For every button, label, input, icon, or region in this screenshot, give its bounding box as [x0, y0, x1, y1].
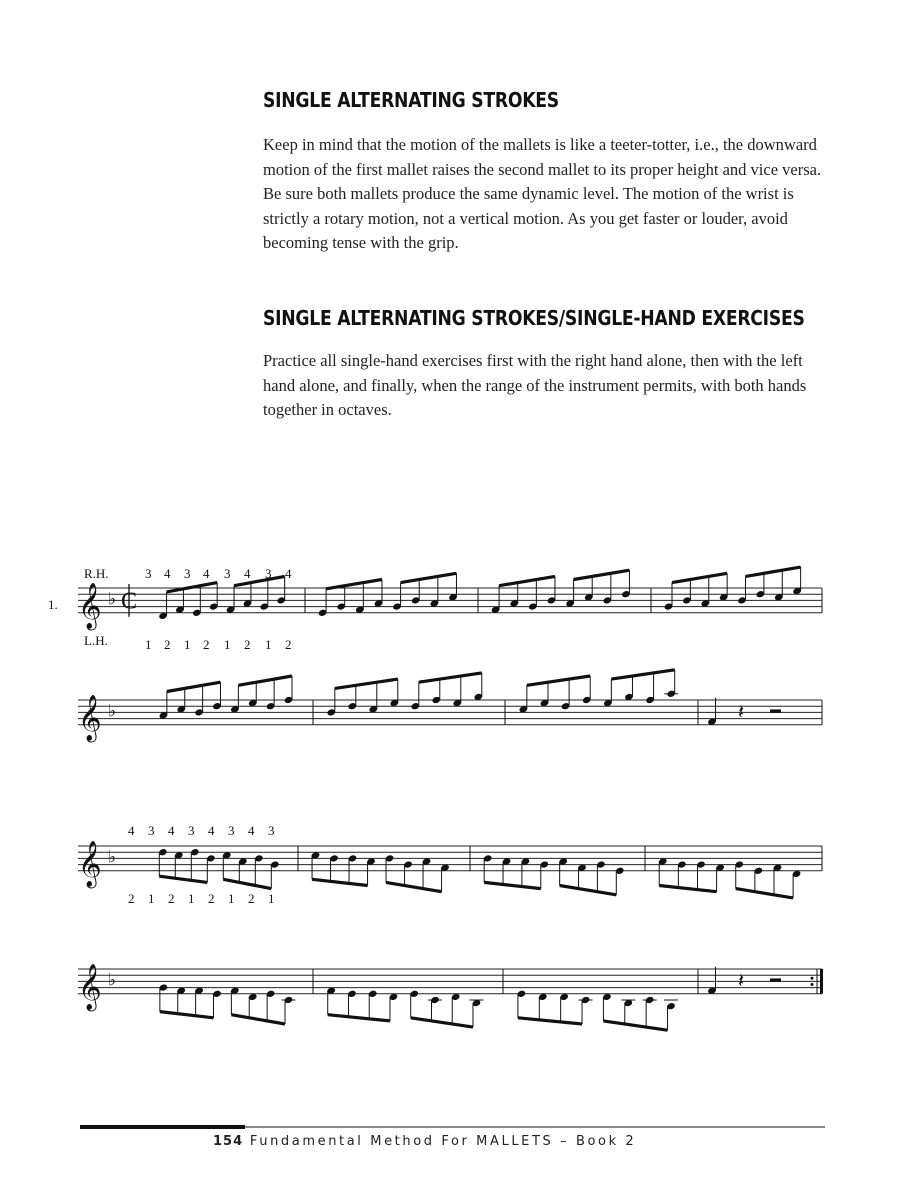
line3-fingering-bottom: [128, 891, 275, 906]
fingering-number: 1: [228, 891, 235, 906]
beam: [659, 886, 716, 892]
fingering-number: 3: [228, 823, 235, 838]
fingering-number: 4: [168, 823, 175, 838]
fingering-number: 1: [184, 637, 191, 652]
fingering-number: 3: [145, 566, 152, 581]
repeat-dot: [811, 977, 814, 980]
beam: [560, 886, 617, 895]
beam: [238, 676, 292, 685]
time-signature: C: [121, 588, 138, 615]
beam: [167, 682, 221, 691]
footer: [213, 1134, 636, 1149]
fingering-number: 1: [188, 891, 195, 906]
page-number: 154: [213, 1134, 244, 1149]
beam: [419, 673, 482, 682]
fingering-number: 4: [285, 566, 292, 581]
fingering-number: 2: [244, 637, 251, 652]
beam: [335, 679, 398, 688]
left-hand-label: L.H.: [84, 633, 108, 648]
fingering-number: 4: [164, 566, 171, 581]
beam: [672, 573, 727, 582]
repeat-dot: [811, 983, 814, 986]
beam: [484, 882, 541, 888]
fingering-number: 2: [285, 637, 292, 652]
treble-clef-icon: 𝄞: [78, 694, 102, 741]
flat-icon: ♭: [108, 701, 117, 722]
fingering-number: 1: [268, 891, 275, 906]
beam: [234, 576, 285, 585]
flat-icon: ♭: [108, 847, 117, 868]
beam: [160, 1012, 214, 1018]
fingering-number: 1: [265, 637, 272, 652]
section-heading-single-hand-exercises: SINGLE ALTERNATING STROKES/SINGLE-HAND EXERCISES: [263, 306, 805, 330]
flat-icon: ♭: [108, 970, 117, 991]
treble-clef-icon: 𝄞: [78, 582, 102, 629]
beam: [527, 676, 590, 685]
beam: [746, 567, 801, 576]
beam: [167, 583, 218, 592]
line1-fingering-bottom: [145, 637, 292, 652]
fingering-number: 1: [148, 891, 155, 906]
beam: [328, 1015, 390, 1021]
fingering-number: 4: [203, 566, 210, 581]
line1-fingering-top: [145, 566, 292, 581]
section-heading-single-alternating-strokes: SINGLE ALTERNATING STROKES: [263, 88, 559, 112]
quarter-rest-icon: 𝄽: [738, 968, 745, 993]
fingering-number: 3: [224, 566, 231, 581]
beam: [159, 876, 207, 882]
beam: [574, 570, 630, 579]
fingering-number: 4: [244, 566, 251, 581]
footer-rule-accent: [80, 1125, 245, 1129]
fingering-number: 4: [248, 823, 255, 838]
fingering-number: 2: [248, 891, 255, 906]
fingering-number: 1: [145, 637, 152, 652]
section-body-single-alternating-strokes: Keep in mind that the motion of the mallets is like a teeter-totter, i.e., the downward motion of the first mallet raises the second mallet to its proper height and vice versa. Be sure both mallets produce the same dynamic level. The motion of the wrist is strictly a rotary motion, not a vertical motion. As you get faster or louder, avoid becoming tense with the grip.: [263, 135, 822, 253]
beam: [603, 1021, 667, 1030]
fingering-number: 4: [128, 823, 135, 838]
treble-clef-icon: 𝄞: [78, 963, 102, 1010]
beam: [386, 882, 442, 891]
treble-clef-icon: 𝄞: [78, 840, 102, 887]
fingering-number: 2: [128, 891, 135, 906]
fingering-number: 2: [203, 637, 210, 652]
fingering-number: 1: [224, 637, 231, 652]
beam: [518, 1018, 582, 1024]
fingering-number: 4: [208, 823, 215, 838]
line3-fingering-top: [128, 823, 275, 838]
book-title: Fundamental Method For MALLETS – Book 2: [249, 1134, 637, 1149]
beam: [312, 879, 368, 885]
beam: [231, 1015, 285, 1024]
fingering-number: 3: [148, 823, 155, 838]
beam: [223, 879, 271, 888]
half-rest-icon: [770, 709, 781, 713]
fingering-number: 3: [188, 823, 195, 838]
beam: [411, 1018, 473, 1027]
exercise-number: 1.: [48, 597, 58, 612]
beam: [401, 573, 457, 582]
fingering-number: 3: [268, 823, 275, 838]
flat-icon: ♭: [108, 589, 117, 610]
beam: [326, 580, 382, 589]
beam: [499, 576, 555, 585]
fingering-number: 2: [164, 637, 171, 652]
right-hand-label: R.H.: [84, 566, 109, 581]
fingering-number: 3: [184, 566, 191, 581]
fingering-number: 2: [208, 891, 215, 906]
final-barline: [820, 969, 823, 994]
beam: [611, 670, 674, 679]
quarter-rest-icon: 𝄽: [738, 699, 745, 724]
section-body-single-hand-exercises: Practice all single-hand exercises first with the right hand alone, then with the left hand alone, and finally, when the range of the instrument permits, with both hands together in octaves.: [263, 351, 807, 420]
fingering-number: 3: [265, 566, 272, 581]
half-rest-icon: [770, 978, 781, 982]
fingering-number: 2: [168, 891, 175, 906]
beam: [736, 889, 793, 898]
